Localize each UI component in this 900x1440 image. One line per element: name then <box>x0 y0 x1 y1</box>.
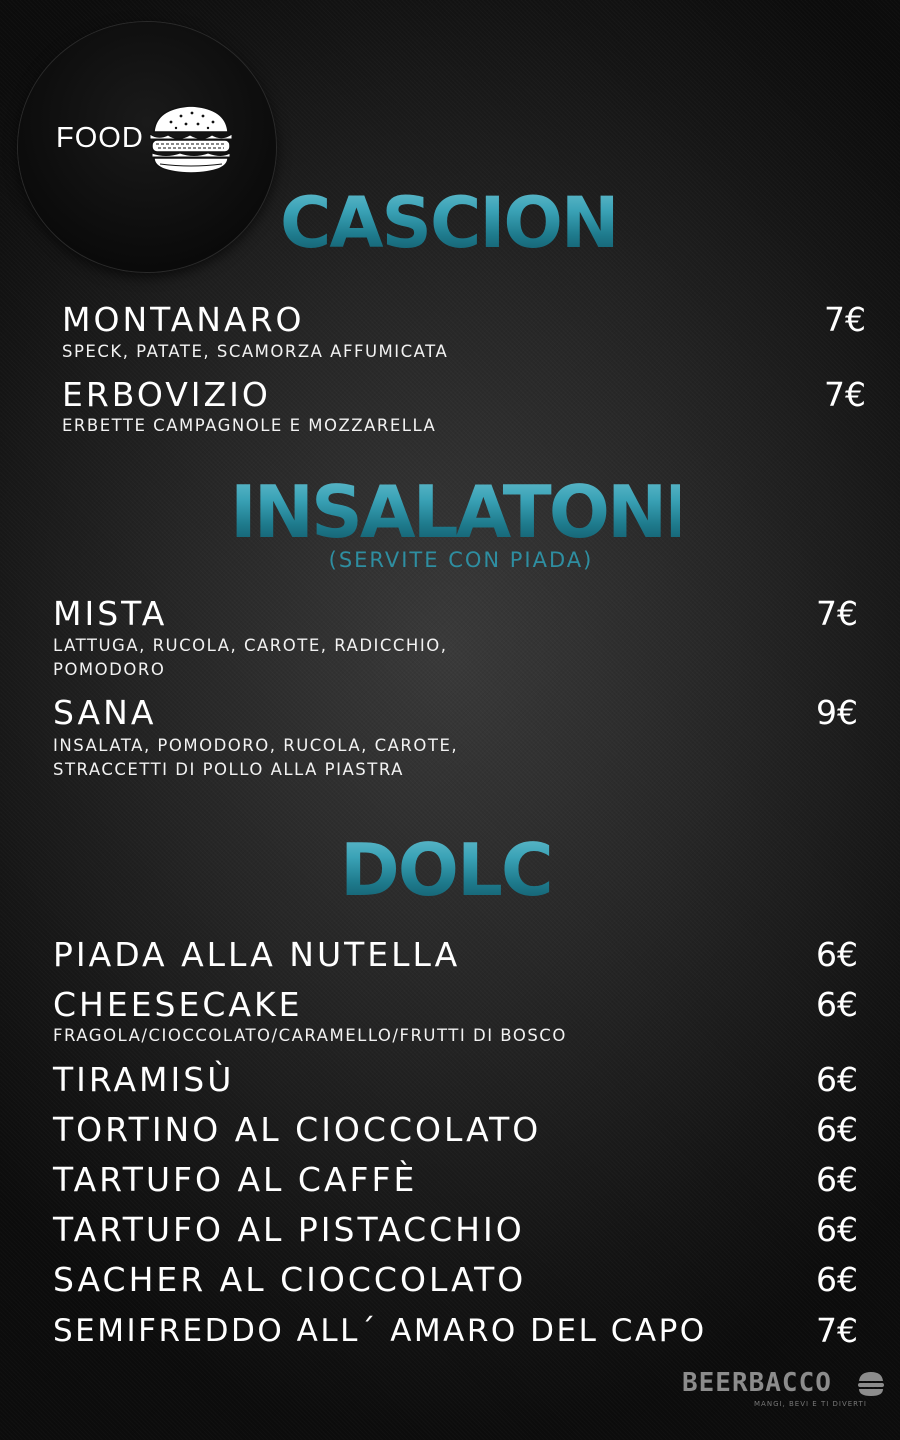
menu-item-description: ERBETTE CAMPAGNOLE E MOZZARELLA <box>62 416 437 435</box>
section-title-insalatone: INSALATONE <box>230 470 711 554</box>
beerbacco-logo <box>682 1368 888 1414</box>
menu-item-description: POMODORO <box>53 660 166 679</box>
burger-icon <box>856 1370 886 1398</box>
menu-item-name: TORTINO AL CIOCCOLATO <box>53 1110 542 1149</box>
menu-item-name: PIADA ALLA NUTELLA <box>53 935 461 974</box>
menu-item-price: 6€ <box>816 985 858 1024</box>
menu-item-description: FRAGOLA/CIOCCOLATO/CARAMELLO/FRUTTI DI BOSCO <box>53 1026 567 1045</box>
menu-item-name: SEMIFREDDO ALL´ AMARO DEL CAPO <box>53 1313 707 1349</box>
burger-icon <box>146 102 236 178</box>
menu-item-description: SPECK, PATATE, SCAMORZA AFFUMICATA <box>62 342 449 361</box>
menu-item-name: CHEESECAKE <box>53 985 303 1024</box>
food-badge <box>18 22 276 272</box>
menu-item-description: LATTUGA, RUCOLA, CAROTE, RADICCHIO, <box>53 636 448 655</box>
section-title-cascioni: CASCIONI <box>280 182 642 264</box>
menu-item-name: SANA <box>53 693 157 732</box>
menu-item-price: 7€ <box>816 594 858 633</box>
section-subtitle: (SERVITE CON PIADA) <box>328 548 594 572</box>
menu-item-name: SACHER AL CIOCCOLATO <box>53 1260 527 1299</box>
menu-item-description: INSALATA, POMODORO, RUCOLA, CAROTE, <box>53 736 459 755</box>
menu-item-name: MISTA <box>53 594 168 633</box>
menu-item-name: TIRAMISÙ <box>53 1060 235 1099</box>
menu-item-price: 7€ <box>824 300 866 339</box>
logo-tagline: MANGI, BEVI E TI DIVERTI <box>754 1400 867 1408</box>
menu-item-description: STRACCETTI DI POLLO ALLA PIASTRA <box>53 760 404 779</box>
menu-item-price: 6€ <box>816 935 858 974</box>
menu-item-price: 6€ <box>816 1160 858 1199</box>
menu-item-name: TARTUFO AL CAFFÈ <box>53 1160 418 1199</box>
menu-item-price: 7€ <box>816 1311 858 1350</box>
menu-item-price: 6€ <box>816 1210 858 1249</box>
menu-item-name: TARTUFO AL PISTACCHIO <box>53 1210 525 1249</box>
menu-item-price: 6€ <box>816 1110 858 1149</box>
menu-item-price: 6€ <box>816 1260 858 1299</box>
logo-name: BEERBACCO <box>682 1368 832 1398</box>
menu-item-price: 7€ <box>824 375 866 414</box>
menu-item-name: ERBOVIZIO <box>62 375 271 414</box>
menu-item-name: MONTANARO <box>62 300 305 339</box>
menu-item-price: 6€ <box>816 1060 858 1099</box>
badge-label: FOOD <box>56 122 144 154</box>
section-title-dolci: DOLCI <box>340 828 577 912</box>
menu-item-price: 9€ <box>816 693 858 732</box>
